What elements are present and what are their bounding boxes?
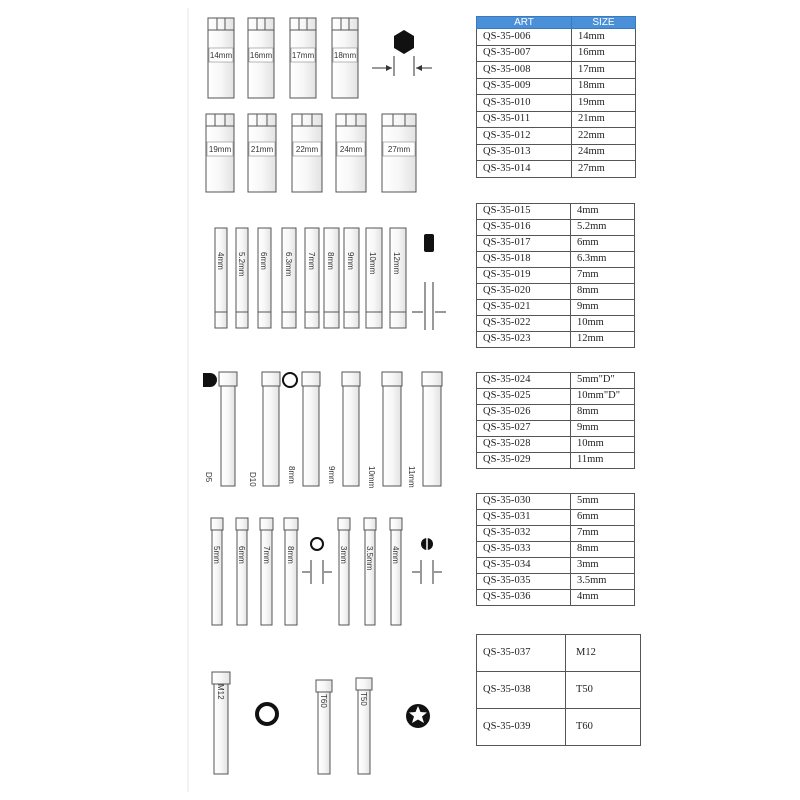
bit-label: 12mm	[392, 252, 401, 275]
art-code: QS-35-021	[477, 300, 571, 316]
art-code: QS-35-026	[477, 405, 571, 421]
size-value: 6mm	[571, 510, 635, 526]
ring-profile-icon	[257, 704, 277, 724]
hex-bit-10mm	[366, 228, 382, 328]
art-code: QS-35-014	[477, 161, 572, 178]
bit-label: 4mm	[216, 252, 225, 270]
hex-bits-group	[215, 228, 446, 330]
art-code: QS-35-031	[477, 510, 571, 526]
bit-label: 9mm	[346, 252, 355, 270]
ribe-bit-11mm	[407, 372, 442, 488]
spec-table-sockets	[476, 16, 636, 178]
socket-24mm	[336, 114, 366, 192]
socket-16mm	[248, 18, 274, 98]
table-row	[477, 111, 636, 128]
size-value: 6.3mm	[571, 252, 635, 268]
size-value: 8mm	[571, 284, 635, 300]
table-row	[477, 284, 635, 300]
table-row	[477, 389, 635, 405]
ribe-bit-9mm	[327, 372, 360, 486]
d-profile-icon	[203, 373, 217, 387]
size-value: 4mm	[571, 204, 635, 220]
table-row	[477, 453, 635, 469]
size-value: 11mm	[571, 453, 635, 469]
bit-label: T50	[359, 692, 368, 706]
spline-bit-3-5mm	[364, 518, 376, 625]
sockets-group	[206, 18, 432, 192]
table-row	[477, 252, 635, 268]
size-value: 18mm	[572, 78, 636, 95]
table-row	[477, 558, 635, 574]
bit-label: 7mm	[307, 252, 316, 270]
table-row	[477, 590, 635, 606]
bit-label: 3.5mm	[365, 546, 374, 571]
torx-bits-group	[212, 672, 430, 774]
table-row	[477, 128, 636, 145]
hex-bit-4mm	[215, 228, 227, 328]
art-code: QS-35-038	[477, 672, 566, 709]
header-art: ART	[477, 17, 572, 29]
art-code: QS-35-033	[477, 542, 571, 558]
size-value: 5.2mm	[571, 220, 635, 236]
table-row	[477, 29, 636, 46]
spline-bit-4mm	[390, 518, 402, 625]
size-value: 12mm	[571, 332, 635, 348]
size-value: 9mm	[571, 300, 635, 316]
size-value: 8mm	[571, 542, 635, 558]
bit-label: 10mm	[368, 252, 377, 275]
art-code: QS-35-008	[477, 62, 572, 79]
art-code: QS-35-025	[477, 389, 571, 405]
size-value: 16mm	[572, 45, 636, 62]
bit-label: 6mm	[237, 546, 246, 564]
hex-bit-5-2mm	[236, 228, 248, 328]
size-value: 7mm	[571, 526, 635, 542]
art-code: QS-35-036	[477, 590, 571, 606]
size-value: 24mm	[572, 144, 636, 161]
art-code: QS-35-030	[477, 494, 571, 510]
ribe-bit-8mm	[287, 372, 320, 486]
bit-label: 6mm	[259, 252, 268, 270]
hex-bit-6mm	[258, 228, 271, 328]
bit-label: 8mm	[287, 466, 296, 484]
size-value: 4mm	[571, 590, 635, 606]
socket-label: 16mm	[249, 51, 273, 60]
table-row	[477, 709, 641, 746]
art-code: QS-35-011	[477, 111, 572, 128]
bit-label: 8mm	[326, 252, 335, 270]
art-code: QS-35-037	[477, 635, 566, 672]
art-code: QS-35-018	[477, 252, 571, 268]
table-row	[477, 62, 636, 79]
table-row	[477, 635, 641, 672]
hex-bit-8mm	[324, 228, 339, 328]
spline-bits-group	[211, 518, 442, 625]
table-row	[477, 161, 636, 178]
art-code: QS-35-013	[477, 144, 572, 161]
size-value: T60	[566, 709, 641, 746]
table-row	[477, 405, 635, 421]
size-value: 7mm	[571, 268, 635, 284]
bit-label: 10mm	[367, 466, 376, 489]
socket-label: 18mm	[333, 51, 357, 60]
socket-18mm	[332, 18, 358, 98]
art-code: QS-35-015	[477, 204, 571, 220]
spec-table-spline-bits	[476, 493, 635, 606]
bit-label: D5	[204, 472, 213, 483]
socket-label: 17mm	[291, 51, 315, 60]
size-value: 10mm	[571, 316, 635, 332]
bit-label: 8mm	[286, 546, 295, 564]
socket-17mm	[290, 18, 316, 98]
table-row	[477, 45, 636, 62]
table-row	[477, 144, 636, 161]
spline-bit-5mm	[211, 518, 223, 625]
table-row	[477, 220, 635, 236]
art-code: QS-35-010	[477, 95, 572, 112]
ribe-bit-10mm	[367, 372, 402, 489]
table-row	[477, 542, 635, 558]
spec-table-hex-bits	[476, 203, 635, 348]
bit-label: 9mm	[327, 466, 336, 484]
art-code: QS-35-012	[477, 128, 572, 145]
size-value: 27mm	[572, 161, 636, 178]
table-row	[477, 332, 635, 348]
art-code: QS-35-006	[477, 29, 572, 46]
bit-label: 4mm	[391, 546, 400, 564]
socket-label: 22mm	[295, 145, 319, 154]
table-row	[477, 236, 635, 252]
size-value: 9mm	[571, 421, 635, 437]
socket-label: 24mm	[339, 145, 363, 154]
size-value: M12	[566, 635, 641, 672]
table-row	[477, 494, 635, 510]
hex-bit-6-3mm	[282, 228, 296, 328]
table-row	[477, 316, 635, 332]
spline-bit-8mm	[284, 518, 298, 625]
hex-bit-9mm	[344, 228, 359, 328]
socket-27mm	[382, 114, 416, 192]
table-row	[477, 672, 641, 709]
size-value: 22mm	[572, 128, 636, 145]
art-code: QS-35-017	[477, 236, 571, 252]
art-code: QS-35-022	[477, 316, 571, 332]
spline-bit-7mm	[260, 518, 273, 625]
art-code: QS-35-035	[477, 574, 571, 590]
socket-label: 14mm	[209, 51, 233, 60]
size-value: 3.5mm	[571, 574, 635, 590]
size-value: 8mm	[571, 405, 635, 421]
ribe-bits-group	[203, 372, 442, 489]
table-row	[477, 268, 635, 284]
size-value: 6mm	[571, 236, 635, 252]
socket-22mm	[292, 114, 322, 192]
size-value: 17mm	[572, 62, 636, 79]
art-code: QS-35-020	[477, 284, 571, 300]
table-row	[477, 95, 636, 112]
art-code: QS-35-039	[477, 709, 566, 746]
size-value: 19mm	[572, 95, 636, 112]
art-code: QS-35-027	[477, 421, 571, 437]
bit-label: D10	[248, 472, 257, 487]
table-row	[477, 510, 635, 526]
torx-bit-t50	[356, 678, 372, 774]
size-value: 14mm	[572, 29, 636, 46]
art-code: QS-35-009	[477, 78, 572, 95]
ribe-bit-d5	[204, 372, 237, 486]
size-value: 5mm	[571, 494, 635, 510]
size-value: 5mm"D"	[571, 373, 635, 389]
art-code: QS-35-019	[477, 268, 571, 284]
spline-bit-3mm	[338, 518, 350, 625]
table-row	[477, 421, 635, 437]
spec-table-torx-bits	[476, 634, 641, 746]
hex-profile-icon	[372, 30, 432, 76]
size-value: 10mm"D"	[571, 389, 635, 405]
spline-bit-6mm	[236, 518, 248, 625]
art-code: QS-35-016	[477, 220, 571, 236]
table-row	[477, 526, 635, 542]
slotted-dimension-icon	[412, 538, 442, 584]
hex-side-profile-icon	[412, 234, 446, 330]
ribe-bit-d10	[248, 372, 280, 487]
art-code: QS-35-024	[477, 373, 571, 389]
table-row	[477, 373, 635, 389]
torx-bit-t60	[316, 680, 332, 774]
art-code: QS-35-028	[477, 437, 571, 453]
socket-label: 21mm	[250, 145, 274, 154]
table-row	[477, 78, 636, 95]
socket-label: 19mm	[208, 145, 232, 154]
bit-label: 5mm	[212, 546, 221, 564]
size-value: 10mm	[571, 437, 635, 453]
round-profile-icon	[283, 373, 297, 387]
bit-label: 6.3mm	[284, 252, 293, 277]
table-row	[477, 204, 635, 220]
art-code: QS-35-032	[477, 526, 571, 542]
bit-label: 11mm	[407, 466, 416, 488]
size-value: 21mm	[572, 111, 636, 128]
bit-label: 5.2mm	[237, 252, 246, 277]
table-row	[477, 300, 635, 316]
art-code: QS-35-034	[477, 558, 571, 574]
size-value: T50	[566, 672, 641, 709]
art-code: QS-35-007	[477, 45, 572, 62]
torx-star-icon	[406, 704, 430, 728]
bit-label: 7mm	[262, 546, 271, 564]
bit-label: T60	[319, 694, 328, 708]
hex-bit-7mm	[305, 228, 319, 328]
header-size: SIZE	[572, 17, 636, 29]
hex-bit-12mm	[390, 228, 406, 328]
bit-label: M12	[216, 684, 225, 700]
art-code: QS-35-023	[477, 332, 571, 348]
table-row	[477, 574, 635, 590]
table-header	[477, 17, 636, 29]
bit-label: 3mm	[339, 546, 348, 564]
socket-label: 27mm	[387, 145, 411, 154]
size-value: 3mm	[571, 558, 635, 574]
table-row	[477, 437, 635, 453]
round-dimension-icon	[302, 538, 332, 584]
socket-21mm	[248, 114, 276, 192]
socket-14mm	[208, 18, 234, 98]
spec-table-ribe-bits	[476, 372, 635, 469]
socket-19mm	[206, 114, 234, 192]
art-code: QS-35-029	[477, 453, 571, 469]
torx-bit-m12	[212, 672, 230, 774]
